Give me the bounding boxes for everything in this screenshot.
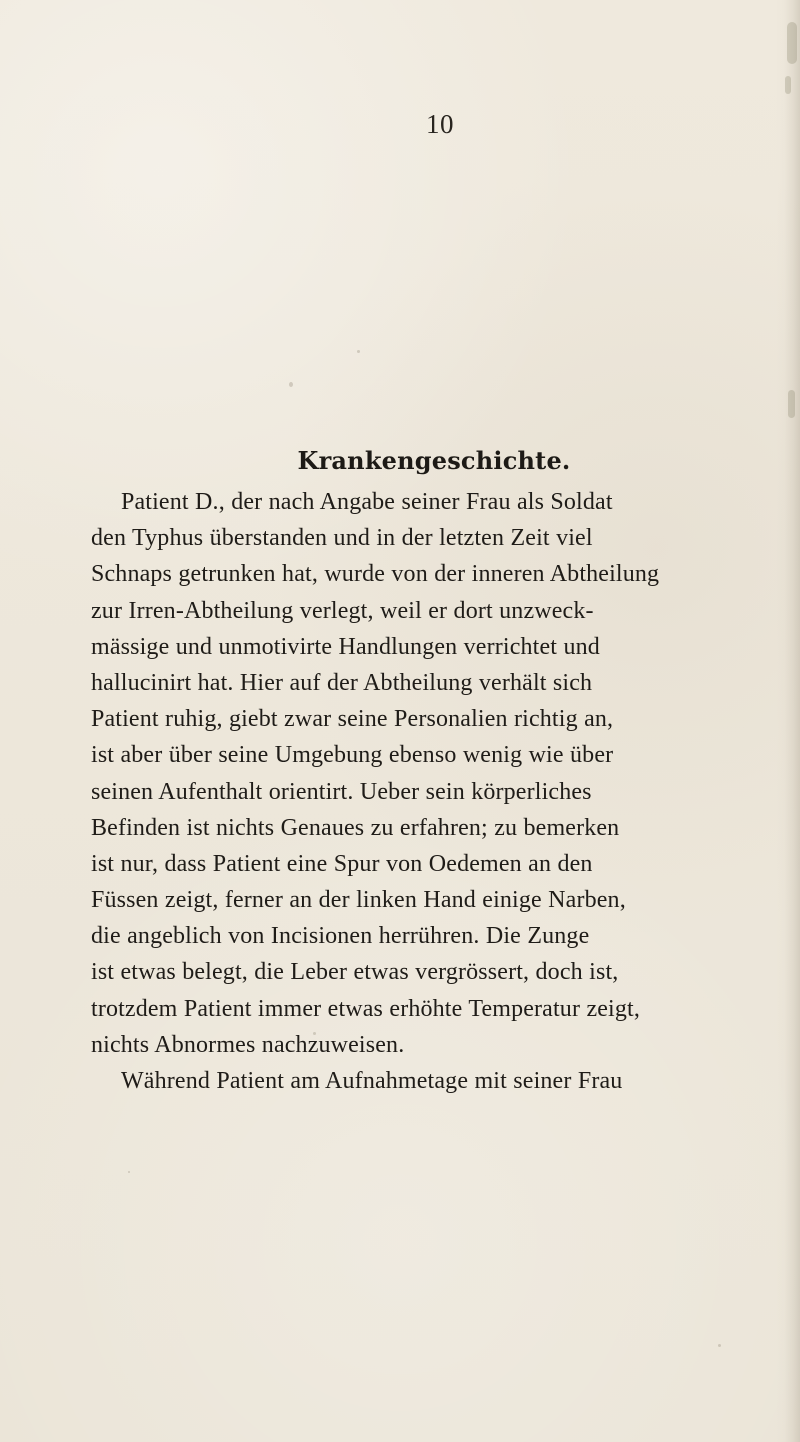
edge-mark bbox=[787, 22, 797, 64]
text-line: trotzdem Patient immer etwas erhöhte Temperatur zeigt, bbox=[91, 995, 640, 1022]
text-line: mässige und unmotivirte Handlungen verrichtet und bbox=[91, 633, 600, 660]
text-line: die angeblich von Incisionen herrühren. Die Zunge bbox=[91, 923, 590, 950]
paper-speck bbox=[128, 1171, 130, 1173]
edge-mark bbox=[785, 76, 791, 94]
text-line: Füssen zeigt, ferner an der linken Hand einige Narben, bbox=[91, 887, 626, 914]
paper-speck bbox=[357, 350, 360, 353]
text-line: Patient ruhig, giebt zwar seine Personalien richtig an, bbox=[91, 706, 614, 733]
section-title: Krankengeschichte. bbox=[297, 446, 571, 475]
paper-speck bbox=[289, 382, 293, 387]
paper-speck bbox=[718, 1344, 721, 1347]
page-number: 10 bbox=[426, 109, 454, 139]
text-line: nichts Abnormes nachzuweisen. bbox=[91, 1031, 405, 1058]
text-line: Schnaps getrunken hat, wurde von der inneren Abtheilung bbox=[91, 561, 660, 588]
edge-mark bbox=[788, 390, 795, 418]
body-text bbox=[91, 484, 794, 1099]
text-line: seinen Aufenthalt orientirt. Ueber sein körperliches bbox=[91, 778, 592, 805]
text-line: Während Patient am Aufnahmetage mit seiner Frau bbox=[121, 1068, 623, 1094]
text-line: zur Irren-Abtheilung verlegt, weil er dort unzweck- bbox=[91, 597, 594, 624]
text-line: Patient D., der nach Angabe seiner Frau als Soldat bbox=[121, 489, 613, 515]
text-line: Befinden ist nichts Genaues zu erfahren; zu bemerken bbox=[91, 814, 620, 841]
text-line: ist aber über seine Umgebung ebenso wenig wie über bbox=[91, 742, 614, 769]
text-line: den Typhus überstanden und in der letzten Zeit viel bbox=[91, 525, 593, 552]
text-line: hallucinirt hat. Hier auf der Abtheilung verhält sich bbox=[91, 669, 593, 696]
text-line: ist nur, dass Patient eine Spur von Oedemen an den bbox=[91, 850, 593, 877]
text-line: ist etwas belegt, die Leber etwas vergrössert, doch ist, bbox=[91, 959, 619, 986]
